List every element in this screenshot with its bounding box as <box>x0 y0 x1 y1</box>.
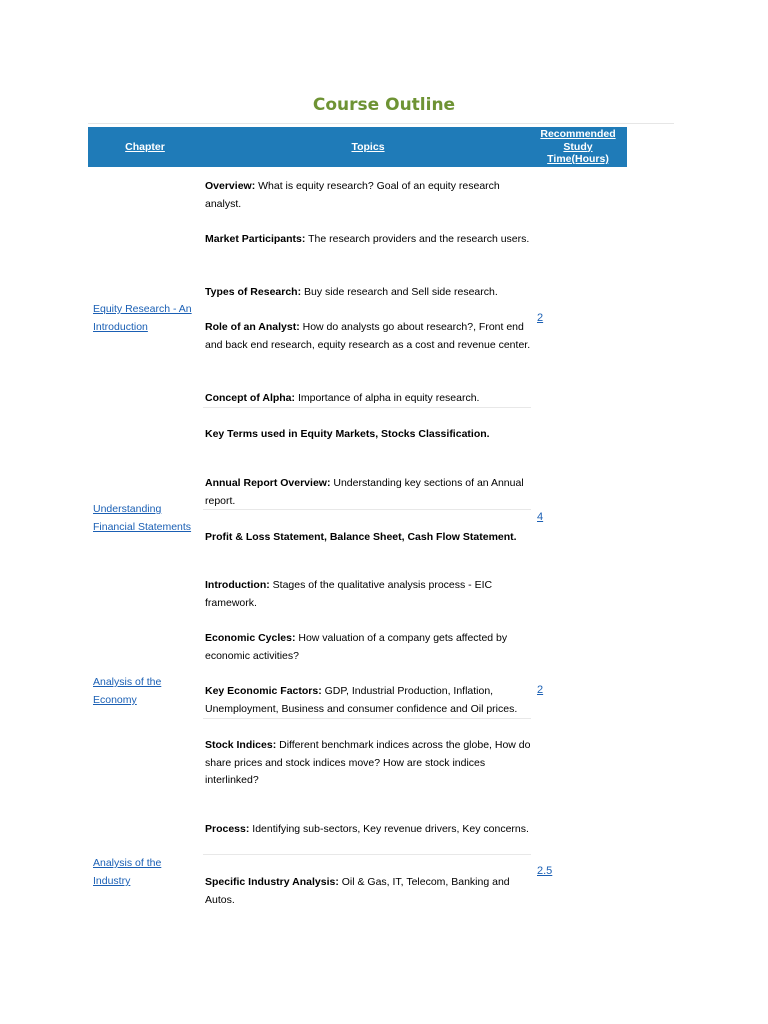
chapter-link-economy[interactable]: Analysis of the Economy <box>93 676 162 706</box>
hours-link[interactable]: 2 <box>537 684 544 696</box>
topic-item: Specific Industry Analysis: Oil & Gas, IT, Telecom, Banking and Autos. <box>205 876 510 906</box>
hours-link[interactable]: 2 <box>537 312 544 324</box>
chapter-link-industry[interactable]: Analysis of the Industry <box>93 857 162 887</box>
table-header <box>88 127 627 167</box>
hours-link[interactable]: 4 <box>537 511 544 523</box>
header-chapter-link[interactable]: Chapter <box>125 141 165 153</box>
topic-item: Types of Research: Buy side research and Sell side research. <box>205 286 498 298</box>
row-divider <box>203 509 531 510</box>
topic-item: Key Economic Factors: GDP, Industrial Production, Inflation, Unemployment, Business and consumer confidence and Oil prices. <box>205 685 518 715</box>
topic-item: Profit & Loss Statement, Balance Sheet, Cash Flow Statement. <box>205 531 517 543</box>
chapter-link-equity-research[interactable]: Equity Research - An Introduction <box>93 303 192 333</box>
topic-item: Market Participants: The research providers and the research users. <box>205 233 530 245</box>
header-study-time-link[interactable]: Recommended Study Time(Hours) <box>540 128 616 165</box>
topic-item: Annual Report Overview: Understanding key sections of an Annual report. <box>205 477 524 507</box>
title-divider <box>88 123 674 124</box>
topic-item: Role of an Analyst: How do analysts go about research?, Front end and back end research, equity research as a cost and revenue center. <box>205 321 531 351</box>
topic-item: Stock Indices: Different benchmark indices across the globe, How do share prices and stock indices move? How are stock indices interlinked? <box>205 739 531 787</box>
hours-link[interactable]: 2.5 <box>537 865 553 877</box>
topic-item: Overview: What is equity research? Goal of an equity research analyst. <box>205 180 500 210</box>
row-divider <box>203 718 531 719</box>
topic-item: Introduction: Stages of the qualitative analysis process - EIC framework. <box>205 579 493 609</box>
topic-item: Economic Cycles: How valuation of a company gets affected by economic activities? <box>205 632 508 662</box>
row-divider <box>203 854 531 855</box>
topic-item: Key Terms used in Equity Markets, Stocks Classification. <box>205 428 490 440</box>
page-title: Course Outline <box>312 95 456 115</box>
header-topics-link[interactable]: Topics <box>351 141 385 153</box>
topic-item: Process: Identifying sub-sectors, Key revenue drivers, Key concerns. <box>205 823 529 835</box>
chapter-link-financial-statements[interactable]: Understanding Financial Statements <box>93 503 192 533</box>
row-divider <box>203 407 531 408</box>
topic-item: Concept of Alpha: Importance of alpha in equity research. <box>205 392 480 404</box>
